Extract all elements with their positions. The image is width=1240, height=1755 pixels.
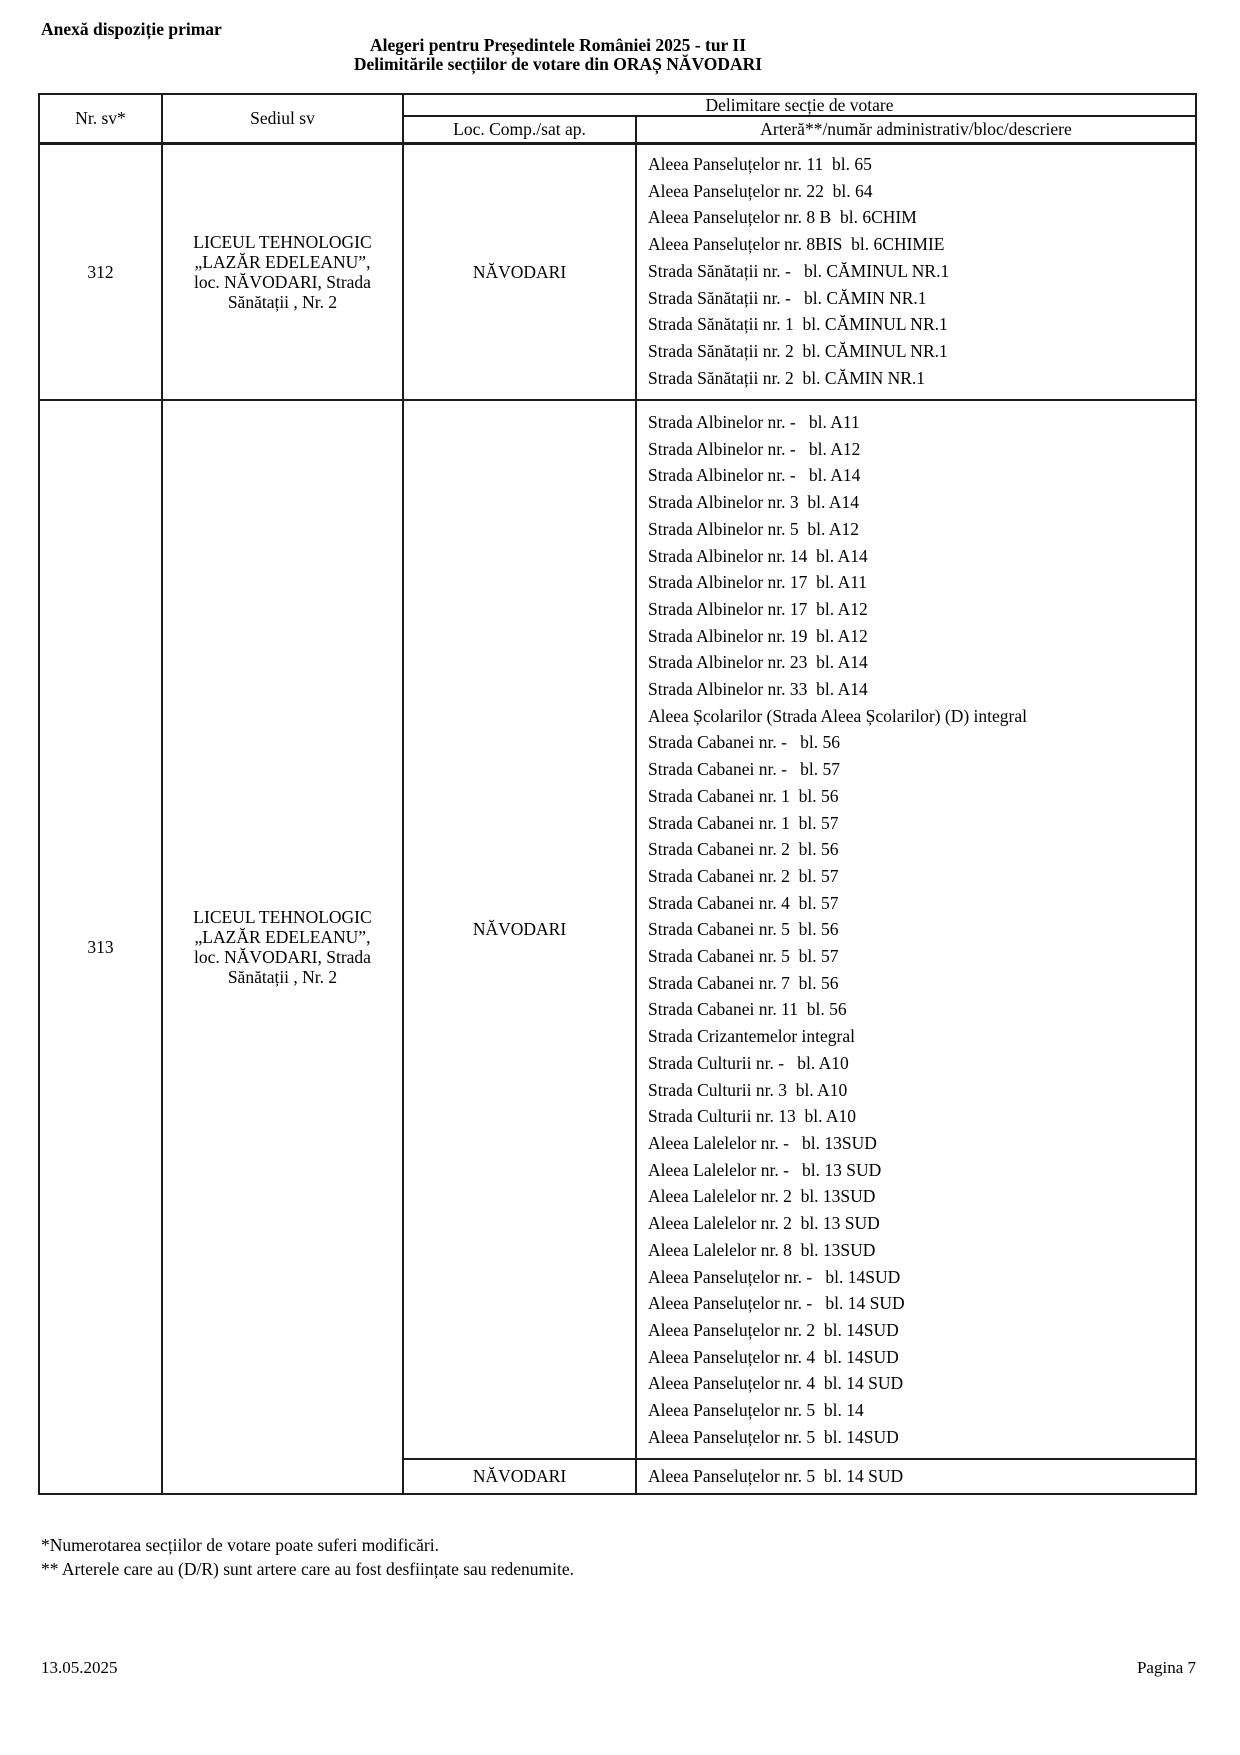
document-title [40, 36, 1076, 74]
address-line: Aleea Panseluțelor nr. 8BIS bl. 6CHIMIE [648, 234, 945, 255]
venue-line: LICEUL TEHNOLOGIC [193, 907, 372, 927]
title-line-1: Alegeri pentru Președintele României 2025 - tur II [369, 35, 747, 55]
address-line: Strada Cabanei nr. 1 bl. 57 [648, 812, 839, 833]
address-line: Strada Cabanei nr. - bl. 56 [648, 732, 840, 753]
header-delimitare: Delimitare secție de votare [404, 95, 1195, 117]
table-row-312 [40, 145, 1195, 399]
address-line: Strada Albinelor nr. 5 bl. A12 [648, 518, 859, 539]
header-sub-row [404, 117, 1195, 142]
row-313-right [404, 401, 1195, 1493]
venue-line: Sănătații , Nr. 2 [227, 967, 338, 987]
address-line: Strada Cabanei nr. 7 bl. 56 [648, 972, 839, 993]
address-line: Aleea Lalelelor nr. - bl. 13 SUD [648, 1159, 882, 1180]
address-line: Strada Sănătații nr. - bl. CĂMIN NR.1 [648, 287, 927, 308]
address-line: Aleea Panseluțelor nr. 11 bl. 65 [648, 154, 872, 174]
address-line: Strada Culturii nr. - bl. A10 [648, 1052, 849, 1073]
footnote-2: ** Arterele care au (D/R) sunt artere care au fost desființate sau redenumite. [41, 1558, 575, 1579]
header-sediul-sv: Sediul sv [163, 95, 404, 142]
address-line: Aleea Panseluțelor nr. 4 bl. 14 SUD [648, 1373, 904, 1394]
address-line: Aleea Panseluțelor nr. 4 bl. 14SUD [648, 1346, 899, 1367]
address-line: Strada Cabanei nr. 4 bl. 57 [648, 892, 839, 913]
section-locality: NĂVODARI [404, 145, 637, 399]
venue-line: „LAZĂR EDELEANU”, [194, 927, 371, 947]
address-line: Aleea Panseluțelor nr. - bl. 14 SUD [648, 1293, 905, 1314]
header-loc-comp: Loc. Comp./sat ap. [404, 117, 637, 142]
header-artera: Arteră**/număr administrativ/bloc/descriere [760, 119, 1072, 139]
address-list [637, 145, 1195, 399]
table-row-313 [40, 399, 1195, 1493]
title-line-2: Delimitările secțiilor de votare din ORAȘ NĂVODARI [353, 54, 763, 74]
section-venue [163, 145, 404, 399]
address-line: Strada Albinelor nr. 3 bl. A14 [648, 492, 859, 513]
venue-line: LICEUL TEHNOLOGIC [193, 232, 372, 252]
section-locality: NĂVODARI [404, 1460, 637, 1493]
address-line: Strada Albinelor nr. 33 bl. A14 [648, 679, 868, 700]
address-line: Strada Albinelor nr. - bl. A14 [648, 465, 861, 486]
address-list [637, 401, 1195, 1458]
section-number: 312 [40, 145, 163, 399]
address-line: Strada Albinelor nr. 14 bl. A14 [648, 545, 868, 566]
section-locality: NĂVODARI [404, 401, 637, 1458]
address-line: Strada Cabanei nr. 2 bl. 57 [648, 865, 839, 886]
venue-line: Sănătații , Nr. 2 [227, 292, 338, 312]
row-313-main [404, 401, 1195, 1458]
address-line: Strada Albinelor nr. 17 bl. A11 [648, 572, 868, 593]
row-313-extra [404, 1458, 1195, 1493]
address-line: Strada Albinelor nr. - bl. A11 [648, 412, 860, 432]
address-line: Strada Cabanei nr. 11 bl. 56 [648, 999, 847, 1020]
section-number: 313 [40, 401, 163, 1493]
table-header [40, 95, 1195, 145]
address-line: Strada Sănătații nr. - bl. CĂMINUL NR.1 [648, 260, 950, 281]
address-line: Aleea Panseluțelor nr. 5 bl. 14 SUD [648, 1466, 904, 1486]
voting-sections-table [38, 93, 1197, 1495]
address-line: Strada Culturii nr. 3 bl. A10 [648, 1079, 848, 1100]
footnote-1: *Numerotarea secțiilor de votare poate suferi modificări. [41, 1535, 439, 1555]
footnotes [41, 1534, 574, 1581]
header-delimitare-group [404, 95, 1195, 142]
address-line: Aleea Lalelelor nr. 2 bl. 13SUD [648, 1186, 876, 1207]
address-line: Aleea Lalelelor nr. 2 bl. 13 SUD [648, 1213, 880, 1234]
address-line: Strada Cabanei nr. - bl. 57 [648, 759, 840, 780]
address-line: Strada Crizantemelor integral [648, 1026, 856, 1047]
address-line: Strada Cabanei nr. 1 bl. 56 [648, 785, 839, 806]
address-line: Aleea Panseluțelor nr. 5 bl. 14 [648, 1400, 864, 1421]
address-line: Strada Sănătații nr. 2 bl. CĂMINUL NR.1 [648, 340, 948, 361]
address-line: Aleea Panseluțelor nr. - bl. 14SUD [648, 1266, 901, 1287]
address-line: Strada Sănătații nr. 2 bl. CĂMIN NR.1 [648, 367, 926, 388]
address-line: Aleea Panseluțelor nr. 2 bl. 14SUD [648, 1319, 899, 1340]
address-line: Aleea Lalelelor nr. - bl. 13SUD [648, 1132, 877, 1153]
address-line: Aleea Panseluțelor nr. 8 B bl. 6CHIM [648, 207, 917, 228]
venue-line: loc. NĂVODARI, Strada [194, 272, 371, 292]
address-line: Aleea Panseluțelor nr. 5 bl. 14SUD [648, 1426, 899, 1447]
annex-label: Anexă dispoziție primar [41, 19, 222, 39]
address-line: Strada Sănătații nr. 1 bl. CĂMINUL NR.1 [648, 314, 948, 335]
address-line: Strada Albinelor nr. 19 bl. A12 [648, 625, 868, 646]
address-line: Aleea Școlarilor (Strada Aleea Școlarilor) (D) integral [648, 705, 1028, 726]
venue-line: „LAZĂR EDELEANU”, [194, 252, 371, 272]
venue-line: loc. NĂVODARI, Strada [194, 947, 371, 967]
address-line: Strada Culturii nr. 13 bl. A10 [648, 1106, 857, 1127]
address-line: Strada Albinelor nr. 17 bl. A12 [648, 598, 868, 619]
address-line: Aleea Lalelelor nr. 8 bl. 13SUD [648, 1239, 876, 1260]
header-nr-sv: Nr. sv* [40, 95, 163, 142]
footer-page-number: Pagina 7 [1136, 1658, 1196, 1677]
address-line: Strada Albinelor nr. - bl. A12 [648, 438, 861, 459]
address-line: Strada Cabanei nr. 5 bl. 56 [648, 919, 839, 940]
address-line: Strada Cabanei nr. 2 bl. 56 [648, 839, 839, 860]
address-line: Strada Cabanei nr. 5 bl. 57 [648, 946, 839, 967]
address-line: Aleea Panseluțelor nr. 22 bl. 64 [648, 180, 873, 201]
footer-date: 13.05.2025 [41, 1658, 118, 1677]
address-line: Strada Albinelor nr. 23 bl. A14 [648, 652, 868, 673]
section-venue [163, 401, 404, 1493]
